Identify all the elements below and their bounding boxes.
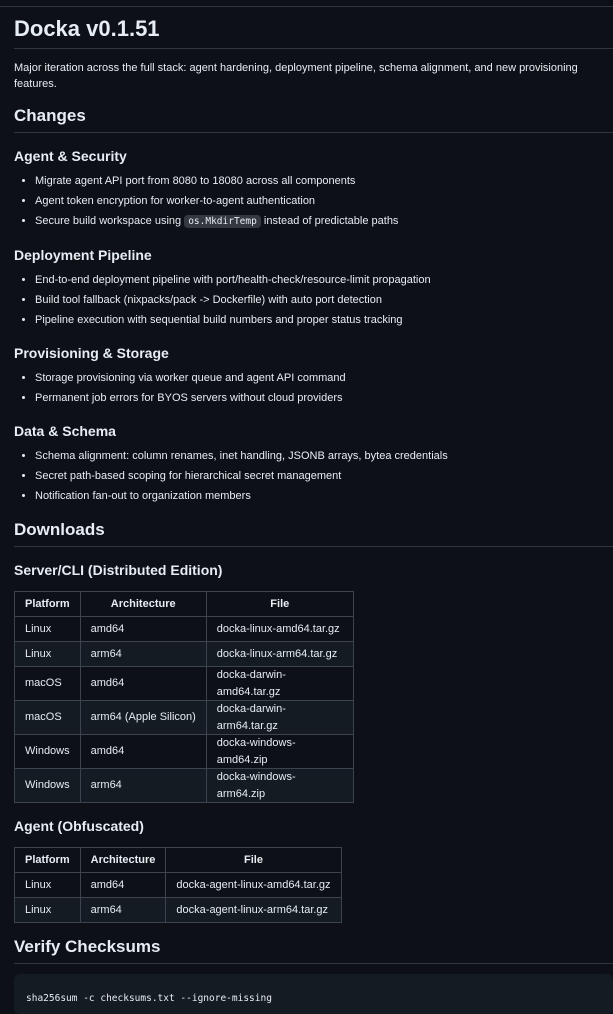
column-header: File	[166, 848, 341, 873]
list-item: • Migrate agent API port from 8080 to 18080 across all components	[35, 171, 613, 191]
column-header: File	[206, 592, 353, 617]
platform-cell: Linux	[15, 873, 81, 898]
architecture-cell: arm64	[80, 769, 206, 803]
server-cli-heading: Server/CLI (Distributed Edition)	[14, 562, 223, 578]
table-row	[15, 642, 354, 667]
agent-security-heading: Agent & Security	[14, 148, 127, 164]
deployment-list	[14, 270, 613, 330]
platform-cell: Linux	[15, 898, 81, 923]
file-cell: docka-darwin-arm64.tar.gz	[206, 701, 353, 735]
column-header: Architecture	[80, 848, 166, 873]
agent-heading: Agent (Obfuscated)	[14, 818, 144, 834]
architecture-cell: arm64 (Apple Silicon)	[80, 701, 206, 735]
list-item	[35, 211, 613, 232]
list-item: • Agent token encryption for worker-to-agent authentication	[35, 191, 613, 211]
data-schema-list	[14, 446, 613, 506]
provisioning-heading: Provisioning & Storage	[14, 345, 169, 361]
table-header-row	[15, 848, 342, 873]
downloads-heading: Downloads	[14, 518, 613, 547]
list-item-text: Secure build workspace using	[35, 215, 185, 227]
architecture-cell: amd64	[80, 873, 166, 898]
file-cell: docka-linux-arm64.tar.gz	[206, 642, 353, 667]
architecture-cell: arm64	[80, 642, 206, 667]
data-schema-heading: Data & Schema	[14, 423, 116, 439]
file-cell: docka-windows-amd64.zip	[206, 735, 353, 769]
table-row	[15, 667, 354, 701]
platform-cell: macOS	[15, 701, 81, 735]
platform-cell: Linux	[15, 617, 81, 642]
release-title: Docka v0.1.51	[14, 0, 613, 49]
checksum-code-block[interactable]	[14, 974, 613, 1014]
column-header: Platform	[15, 592, 81, 617]
architecture-cell: arm64	[80, 898, 166, 923]
table-header-row	[15, 592, 354, 617]
file-cell: docka-linux-amd64.tar.gz	[206, 617, 353, 642]
list-item: • Storage provisioning via worker queue and agent API command	[35, 368, 613, 388]
file-cell: docka-agent-linux-amd64.tar.gz	[166, 873, 341, 898]
list-item: • Schema alignment: column renames, inet handling, JSONB arrays, bytea credentials	[35, 446, 613, 466]
list-item: • End-to-end deployment pipeline with port/health-check/resource-limit propagation	[35, 270, 613, 290]
list-item: • Build tool fallback (nixpacks/pack -> Dockerfile) with auto port detection	[35, 290, 613, 310]
platform-cell: Windows	[15, 769, 81, 803]
platform-cell: Linux	[15, 642, 81, 667]
platform-cell: macOS	[15, 667, 81, 701]
architecture-cell: amd64	[80, 667, 206, 701]
deployment-heading: Deployment Pipeline	[14, 247, 152, 263]
list-item: • Notification fan-out to organization members	[35, 486, 613, 506]
verify-heading: Verify Checksums	[14, 935, 613, 964]
architecture-cell: amd64	[80, 735, 206, 769]
list-item: • Secret path-based scoping for hierarchical secret management	[35, 466, 613, 486]
server-downloads-table	[14, 591, 354, 803]
agent-security-list	[14, 171, 613, 232]
file-cell: docka-darwin-amd64.tar.gz	[206, 667, 353, 701]
table-row	[15, 735, 354, 769]
checksum-command: sha256sum -c checksums.txt --ignore-missing	[26, 993, 272, 1004]
release-intro: Major iteration across the full stack: agent hardening, deployment pipeline, schema alignment, and new provisioning features.	[14, 62, 578, 90]
table-row	[15, 617, 354, 642]
platform-cell: Windows	[15, 735, 81, 769]
table-row	[15, 898, 342, 923]
changes-heading: Changes	[14, 104, 613, 133]
agent-downloads-table	[14, 847, 342, 923]
list-item: • Pipeline execution with sequential build numbers and proper status tracking	[35, 310, 613, 330]
table-row	[15, 701, 354, 735]
provisioning-list	[14, 368, 613, 408]
file-cell: docka-agent-linux-arm64.tar.gz	[166, 898, 341, 923]
table-row	[15, 873, 342, 898]
file-cell: docka-windows-arm64.zip	[206, 769, 353, 803]
list-item: • Permanent job errors for BYOS servers without cloud providers	[35, 388, 613, 408]
list-item-text: instead of predictable paths	[260, 215, 399, 227]
column-header: Architecture	[80, 592, 206, 617]
architecture-cell: amd64	[80, 617, 206, 642]
column-header: Platform	[15, 848, 81, 873]
table-row	[15, 769, 354, 803]
inline-code: os.MkdirTemp	[184, 215, 261, 228]
